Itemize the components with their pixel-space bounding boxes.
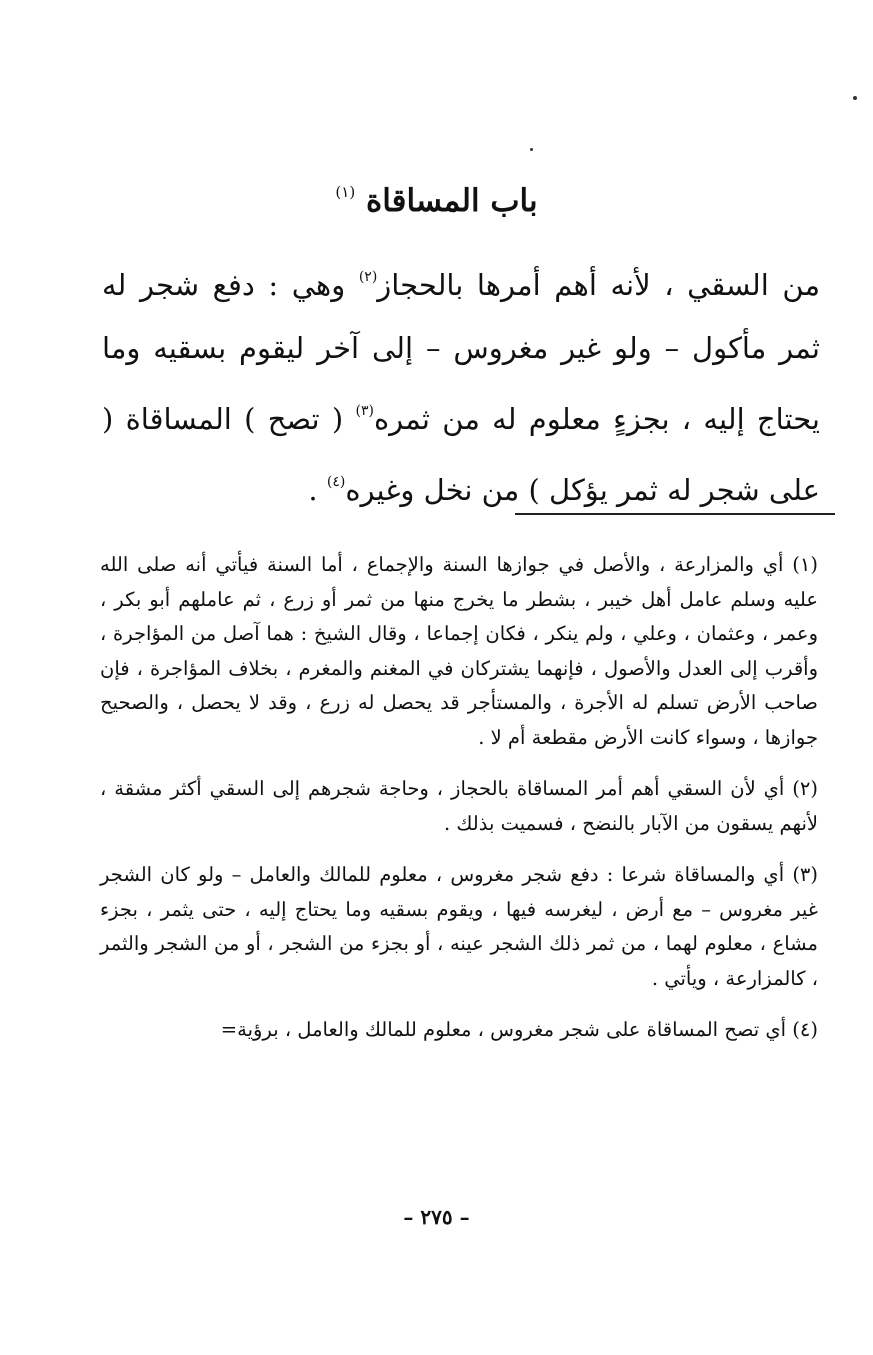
main-text-segment: من السقي ، لأنه أهم أمرها بالحجاز: [377, 268, 820, 302]
footnote-ref: (٣): [355, 403, 374, 419]
footnote-number: (١): [792, 553, 818, 576]
main-text-segment: .: [308, 473, 327, 507]
footnote-number: (٣): [792, 863, 819, 886]
footnotes: [100, 548, 818, 1065]
scan-speck-dot: [530, 148, 533, 151]
scan-speck-dot: [853, 96, 857, 100]
main-paragraph: [102, 246, 820, 522]
main-text: [102, 246, 820, 522]
footnote-ref: (٢): [358, 269, 378, 285]
footnote-text: أي لأن السقي أهم أمر المساقاة بالحجاز ، وحاجة شجرهم إلى السقي أكثر مشقة ، لأنهم يسقون من الآبار بالنضح ، فسميت بذلك .: [100, 777, 818, 835]
main-text-segment: وهي : دفع شجر له ثمر مأكول – ولو غير مغروس – إلى آخر ليقوم بسقيه وما يحتاج إليه ، بجزءٍ معلوم له من ثمره: [102, 268, 820, 436]
footnote-number: (٤): [792, 1018, 818, 1041]
footnote-text: أي والمزارعة ، والأصل في جوازها السنة والإجماع ، أما السنة فيأتي أنه صلى الله عليه وسلم عامل أهل خيبر ، بشطر ما يخرج منها من ثمر أو زرع ، ثم عاملهم أبو بكر ، وعمر ، وعثمان ، وعلي ، ولم ينكر ، فكان إجماعا ، وقال الشيخ : هما آصل من المؤاجرة ، وأقرب إلى العدل والأصول ، فإنهما يشتركان في المغنم والمغرم ، بخلاف المؤاجرة ، فإن صاحب الأرض تسلم له الأجرة ، والمستأجر قد يحصل له زرع ، وقد لا يحصل ، والصحيح جوازها ، وسواء كانت الأرض مقطعة أم لا .: [100, 553, 818, 749]
footnote-text: أي تصح المساقاة على شجر مغروس ، معلوم للمالك والعامل ، برؤية=: [220, 1018, 787, 1041]
footnote: [100, 548, 818, 755]
footnote-separator: [515, 513, 835, 515]
chapter-title-footnote-ref: (١): [335, 183, 356, 201]
footnote-number: (٢): [792, 777, 818, 800]
page-number: – ٢٧٥ –: [403, 1205, 470, 1229]
footnote: [100, 1013, 818, 1048]
footnote: [100, 772, 818, 841]
footnote: [100, 858, 818, 996]
main-text-segment: ( تصح ) المساقاة ( على شجر له ثمر يؤكل ) من نخل وغيره: [102, 402, 820, 507]
chapter-title-text: باب المساقاة: [365, 183, 538, 219]
chapter-title: [0, 183, 873, 219]
footnote-text: أي والمساقاة شرعا : دفع شجر مغروس ، معلوم للمالك والعامل – ولو كان الشجر غير مغروس – مع أرض ، ليغرسه فيها ، ويقوم بسقيه وما يحتاج إليه ، حتى يثمر ، بجزء مشاع ، معلوم لهما ، من ثمر ذلك الشجر عينه ، أو بجزء من الشجر ، أو من الشجر والثمر ، كالمزارعة ، ويأتي .: [100, 863, 818, 990]
footnote-ref: (٤): [326, 474, 346, 490]
